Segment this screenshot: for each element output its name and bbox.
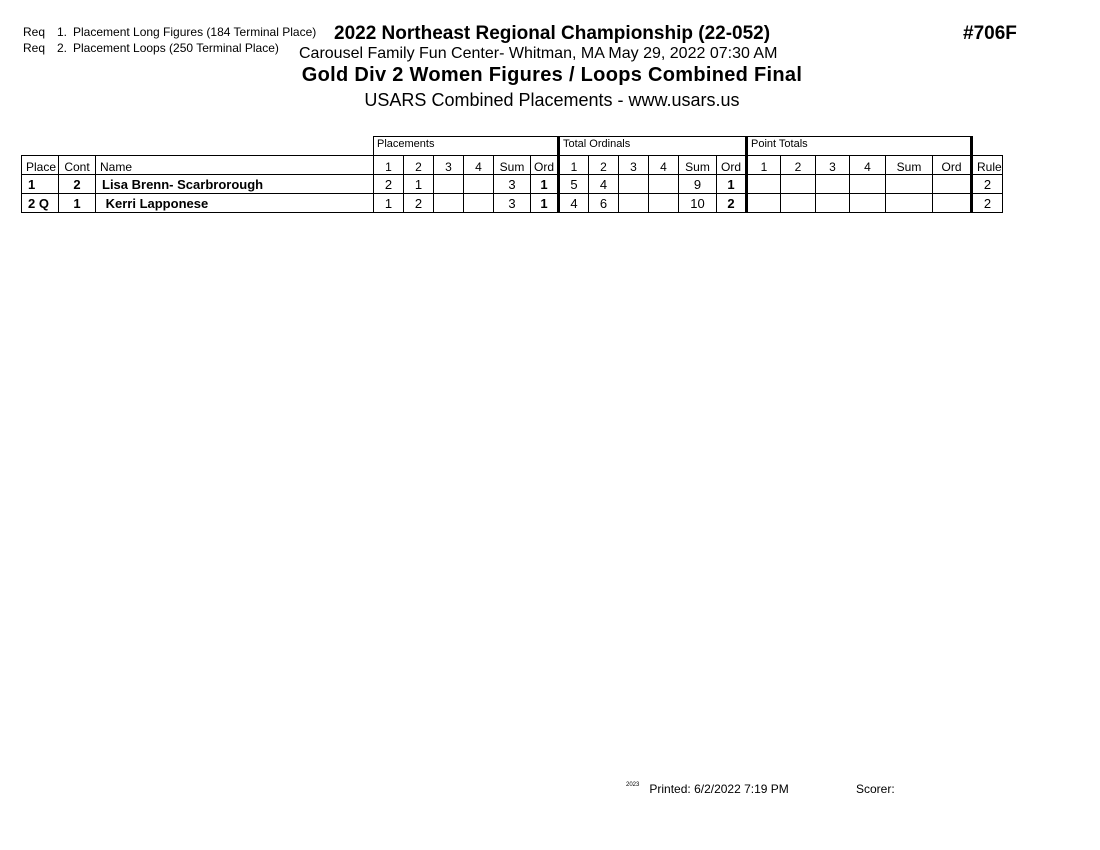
ordinal-4-cell — [649, 175, 679, 194]
place-cell: 1 — [22, 175, 59, 194]
group-total-ordinals: Total Ordinals — [559, 137, 747, 156]
points-ord-cell — [933, 194, 972, 213]
printed-line — [626, 782, 789, 796]
req-text: Placement Loops (250 Terminal Place) — [73, 41, 279, 55]
placement-2-cell: 1 — [404, 175, 434, 194]
col-points-2: 2 — [781, 156, 816, 175]
ordinal-sum-cell: 10 — [679, 194, 717, 213]
col-placements-ord: Ord — [531, 156, 559, 175]
col-placements-3: 3 — [434, 156, 464, 175]
points-2-cell — [781, 175, 816, 194]
placement-3-cell — [434, 175, 464, 194]
points-2-cell — [781, 194, 816, 213]
place-cell: 2 Q — [22, 194, 59, 213]
competition-title: 2022 Northeast Regional Championship (22-052) — [334, 23, 771, 44]
ordinal-ord-cell: 1 — [717, 175, 747, 194]
placement-ord-cell: 1 — [531, 194, 559, 213]
col-placements-4: 4 — [464, 156, 494, 175]
table-row — [22, 175, 1003, 194]
col-points-1: 1 — [747, 156, 781, 175]
requirement-line-1 — [23, 25, 316, 40]
placement-sum-cell: 3 — [494, 175, 531, 194]
printed-timestamp: Printed: 6/2/2022 7:19 PM — [649, 782, 789, 796]
placement-ord-cell: 1 — [531, 175, 559, 194]
event-heading: Gold Div 2 Women Figures / Loops Combined Final — [301, 64, 803, 86]
col-placements-2: 2 — [404, 156, 434, 175]
col-ordinals-3: 3 — [619, 156, 649, 175]
event-subheading: USARS Combined Placements - www.usars.us — [364, 90, 740, 110]
col-ordinals-ord: Ord — [717, 156, 747, 175]
table-row — [22, 194, 1003, 213]
column-header-row — [22, 156, 1003, 175]
ordinal-1-cell: 4 — [559, 194, 589, 213]
name-cell: Lisa Brenn- Scarbrorough — [96, 175, 374, 194]
points-4-cell — [850, 175, 886, 194]
req-label: Req — [23, 25, 46, 39]
points-sum-cell — [886, 194, 933, 213]
ordinal-1-cell: 5 — [559, 175, 589, 194]
ordinal-sum-cell: 9 — [679, 175, 717, 194]
group-header-row — [22, 137, 1003, 156]
req-text: Placement Long Figures (184 Terminal Place) — [73, 25, 317, 39]
report-code: 2023 — [626, 782, 640, 788]
req-number: 2. — [57, 41, 68, 55]
col-ordinals-2: 2 — [589, 156, 619, 175]
points-1-cell — [747, 194, 781, 213]
placement-2-cell: 2 — [404, 194, 434, 213]
cont-cell: 2 — [59, 175, 96, 194]
event-number: #706F — [963, 23, 1017, 44]
ordinal-ord-cell: 2 — [717, 194, 747, 213]
rule-cell: 2 — [972, 194, 1003, 213]
ordinal-2-cell: 6 — [589, 194, 619, 213]
ordinal-2-cell: 4 — [589, 175, 619, 194]
group-placements: Placements — [374, 137, 559, 156]
results-table — [21, 136, 1003, 213]
col-rule: Rule — [972, 156, 1003, 175]
ordinal-3-cell — [619, 175, 649, 194]
col-place: Place — [22, 156, 59, 175]
col-cont: Cont — [59, 156, 96, 175]
col-points-4: 4 — [850, 156, 886, 175]
group-point-totals: Point Totals — [747, 137, 972, 156]
col-ordinals-4: 4 — [649, 156, 679, 175]
placement-sum-cell: 3 — [494, 194, 531, 213]
req-label: Req — [23, 41, 46, 55]
cont-cell: 1 — [59, 194, 96, 213]
points-3-cell — [816, 194, 850, 213]
col-placements-sum: Sum — [494, 156, 531, 175]
col-points-sum: Sum — [886, 156, 933, 175]
col-ordinals-1: 1 — [559, 156, 589, 175]
rule-cell: 2 — [972, 175, 1003, 194]
placement-1-cell: 1 — [374, 194, 404, 213]
col-placements-1: 1 — [374, 156, 404, 175]
col-name: Name — [96, 156, 374, 175]
points-sum-cell — [886, 175, 933, 194]
points-3-cell — [816, 175, 850, 194]
points-1-cell — [747, 175, 781, 194]
placement-4-cell — [464, 175, 494, 194]
col-points-3: 3 — [816, 156, 850, 175]
placement-4-cell — [464, 194, 494, 213]
points-4-cell — [850, 194, 886, 213]
points-ord-cell — [933, 175, 972, 194]
placement-1-cell: 2 — [374, 175, 404, 194]
name-cell: Kerri Lapponese — [96, 194, 374, 213]
requirement-line-2 — [23, 41, 279, 56]
placement-3-cell — [434, 194, 464, 213]
venue-date-line: Carousel Family Fun Center- Whitman, MA May 29, 2022 07:30 AM — [299, 45, 778, 62]
ordinal-3-cell — [619, 194, 649, 213]
col-ordinals-sum: Sum — [679, 156, 717, 175]
ordinal-4-cell — [649, 194, 679, 213]
col-points-ord: Ord — [933, 156, 972, 175]
scorer-label: Scorer: — [856, 782, 895, 796]
req-number: 1. — [57, 25, 68, 39]
